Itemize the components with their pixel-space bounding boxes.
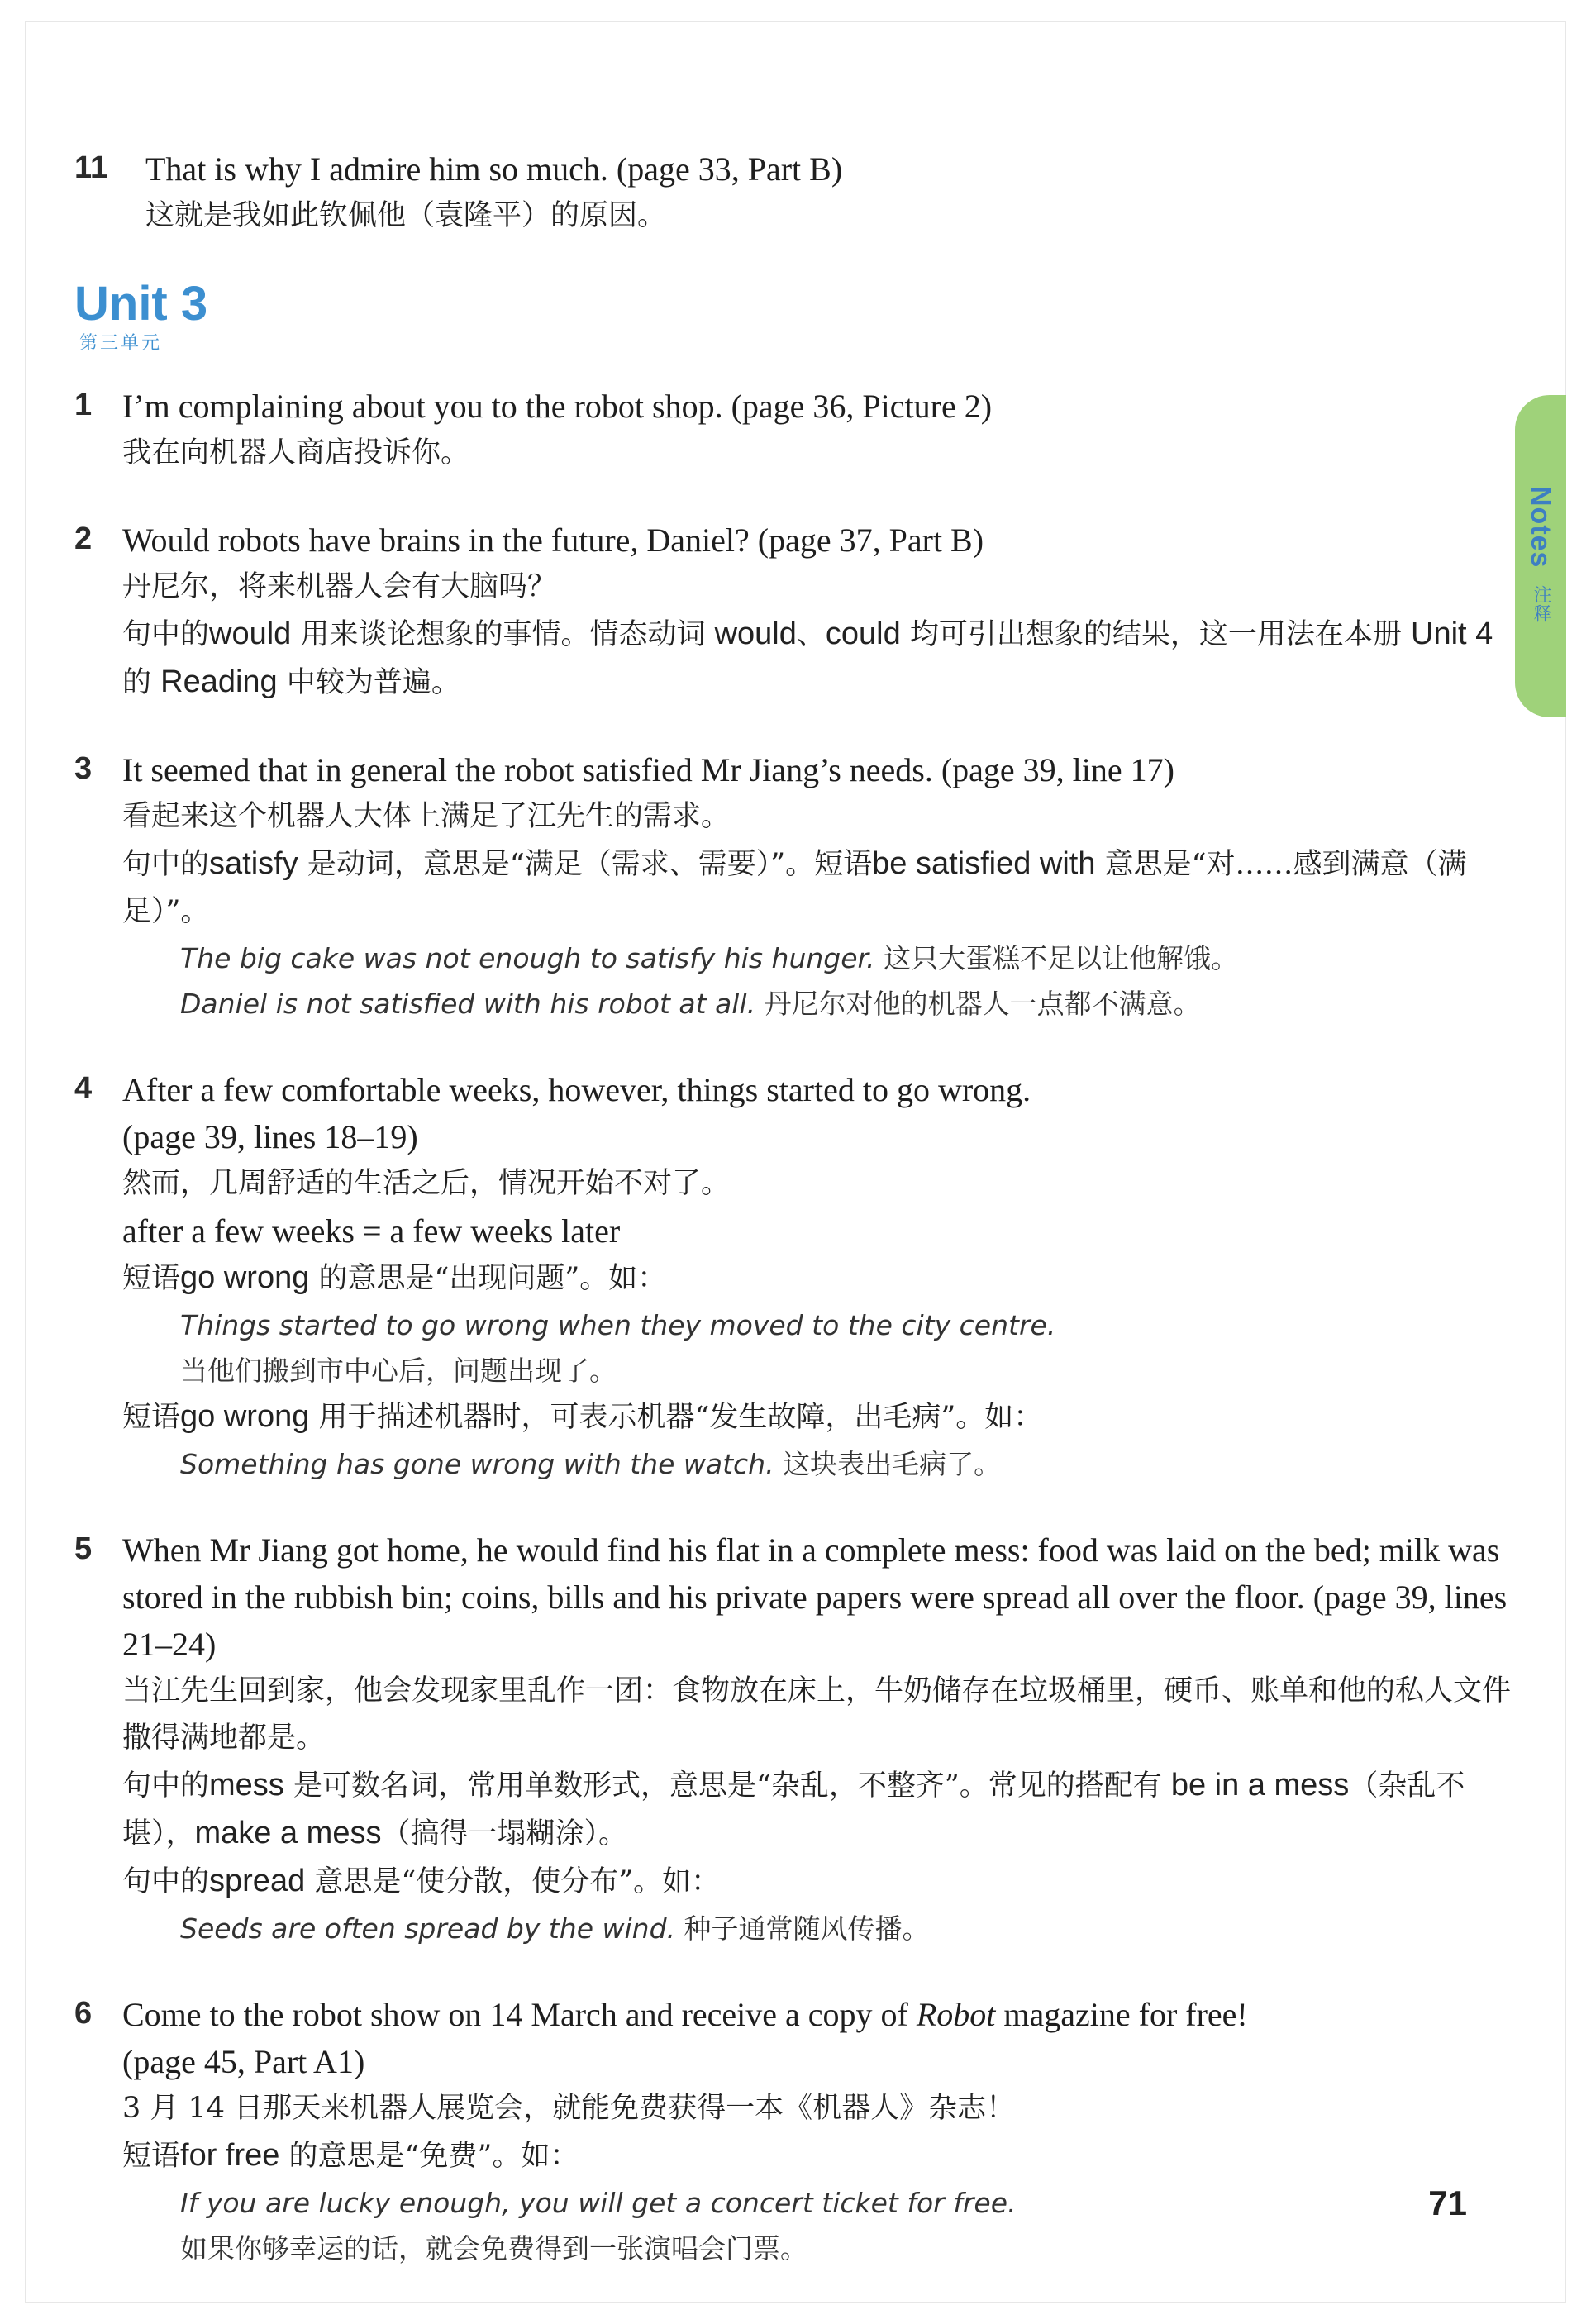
example-chinese-text: 当他们搬到市中心后，问题出现了。	[180, 1355, 617, 1387]
side-tab-label	[1523, 486, 1556, 623]
note-item	[74, 1066, 1512, 1487]
expl-term: go wrong	[180, 1399, 310, 1434]
note-item	[74, 517, 1512, 707]
expl-text: 的意思是“免费”。如：	[279, 2140, 579, 2173]
note-chinese: 然而，几周舒适的生活之后，情况开始不对了。	[122, 1167, 731, 1200]
note-chinese: 当江先生回到家，他会发现家里乱作一团：食物放在床上，牛奶储存在垃圾桶里，硬币、账单和他的私人文件撒得满地都是。	[122, 1674, 1512, 1755]
note-number: 3	[74, 751, 93, 786]
example-chinese	[180, 1348, 1512, 1393]
note-explanation	[122, 841, 1512, 936]
expl-text: 是可数名词，常用单数形式，意思是“杂乱，不整齐”。常见的搭配有	[283, 1769, 1171, 1803]
expl-text: 用来谈论想象的事情。情态动词	[291, 618, 715, 651]
example-english: Daniel is not satisfied with his robot at all.	[180, 988, 756, 1020]
expl-text: 的意思是“出现问题”。如：	[309, 1262, 667, 1295]
expl-term: could	[825, 617, 901, 651]
note-number: 2	[74, 521, 93, 556]
expl-text: 用于描述机器时，可表示机器“发生故障，出毛病”。如：	[309, 1401, 1043, 1434]
note-number: 1	[74, 388, 93, 422]
note-explanation	[122, 2132, 1512, 2180]
notes-side-tab	[1515, 395, 1566, 717]
note-reference: (page 39, lines 18–19)	[122, 1118, 418, 1155]
example-chinese: 种子通常随风传播。	[684, 1912, 930, 1945]
note-item	[74, 145, 1512, 240]
example-english: If you are lucky enough, you will get a concert ticket for free.	[180, 2187, 1017, 2219]
example-chinese	[180, 2226, 1512, 2271]
note-chinese: 3 月 14 日那天来机器人展览会，就能免费获得一本《机器人》杂志！	[122, 2092, 1016, 2125]
example-sentence	[180, 936, 1512, 981]
note-item	[74, 1991, 1512, 2271]
note-english: That is why I admire him so much. (page 33, Part B)	[145, 150, 843, 188]
note-number: 6	[74, 1996, 93, 2031]
expl-term: mess	[209, 1768, 284, 1803]
expl-text: （杂乱不堪），	[122, 1769, 1465, 1850]
english-text: magazine for free!	[995, 1996, 1248, 2033]
expl-text: 句中的	[122, 1865, 210, 1898]
note-english: After a few comfortable weeks, however, things started to go wrong.	[122, 1071, 1031, 1108]
note-number: 5	[74, 1531, 93, 1566]
example-english: Seeds are often spread by the wind.	[180, 1912, 676, 1945]
example-chinese-text: 如果你够幸运的话，就会免费得到一张演唱会门票。	[180, 2232, 807, 2264]
expl-text: 短语	[122, 2140, 181, 2173]
expl-text: 短语	[122, 1401, 181, 1434]
example-sentence	[180, 1441, 1512, 1487]
expl-term: be in a mess	[1170, 1768, 1350, 1803]
expl-term: Reading	[160, 664, 278, 699]
expl-text: 中较为普遍。	[277, 666, 460, 699]
expl-text: 句中的	[122, 1769, 210, 1803]
example-chinese: 这块表出毛病了。	[783, 1448, 1002, 1480]
unit-subtitle: 第三单元	[79, 333, 163, 354]
note-explanation	[122, 1255, 1512, 1302]
example-sentence	[180, 1906, 1512, 1951]
note-explanation	[122, 1762, 1512, 1858]
note-item	[74, 383, 1512, 477]
expl-term: would	[714, 617, 797, 651]
expl-term: spread	[209, 1864, 306, 1898]
expl-text: 意思是“对……感到满意（满足）”。	[122, 848, 1467, 928]
example-english: Something has gone wrong with the watch.	[180, 1448, 774, 1480]
expl-text: 句中的	[122, 848, 210, 881]
expl-text: 意思是“使分散，使分布”。如：	[305, 1865, 721, 1898]
note-english: I’m complaining about you to the robot shop. (page 36, Picture 2)	[122, 388, 993, 425]
page-number: 71	[1428, 2184, 1467, 2222]
expl-text: （搞得一塌糊涂）。	[381, 1817, 627, 1850]
note-item	[74, 1526, 1512, 1951]
expl-term: make a mess	[194, 1816, 382, 1850]
note-reference: (page 45, Part A1)	[122, 2043, 365, 2080]
side-tab-title: Notes	[1525, 486, 1556, 569]
expl-text: 句中的	[122, 618, 210, 651]
note-chinese: 我在向机器人商店投诉你。	[122, 436, 470, 469]
english-text: Come to the robot show on 14 March and receive a copy of	[122, 1996, 917, 2033]
note-english: Would robots have brains in the future, Daniel? (page 37, Part B)	[122, 521, 984, 559]
expl-text: 、	[796, 618, 826, 651]
expl-term: would	[209, 617, 292, 651]
example-english: Things started to go wrong when they moved to the city centre.	[180, 1309, 1056, 1341]
example-chinese: 丹尼尔对他的机器人一点都不满意。	[764, 988, 1201, 1020]
note-item	[74, 746, 1512, 1026]
notes-content	[74, 145, 1512, 2311]
expl-text: 短语	[122, 1262, 181, 1295]
expl-term: satisfy	[209, 846, 298, 881]
note-chinese: 这就是我如此钦佩他（袁隆平）的原因。	[145, 199, 667, 232]
note-number: 11	[74, 150, 108, 185]
note-number: 4	[74, 1071, 93, 1106]
page	[25, 21, 1566, 2303]
example-sentence	[180, 981, 1512, 1026]
example-chinese: 这只大蛋糕不足以让他解饿。	[884, 942, 1239, 974]
expl-term: be satisfied with	[872, 846, 1096, 881]
expl-term: Unit 4	[1411, 617, 1493, 651]
note-explanation	[122, 1858, 1512, 1906]
magazine-title: Robot	[916, 1996, 996, 2033]
expl-text: 的	[122, 666, 161, 699]
unit-title: Unit 3	[74, 277, 208, 331]
note-explanation	[122, 611, 1512, 707]
example-english: The big cake was not enough to satisfy his hunger.	[180, 942, 875, 974]
expl-term: for free	[180, 2138, 280, 2173]
side-tab-subtitle: 注释	[1531, 584, 1551, 623]
note-english: When Mr Jiang got home, he would find his flat in a complete mess: food was laid on the bed; milk was stored in the rubbish bin; coins, bills and his private papers were spread all over the floor. (page 39, lines 21–24)	[122, 1531, 1508, 1663]
note-explanation	[122, 1393, 1512, 1441]
note-english	[122, 1991, 1512, 2038]
unit-heading	[74, 279, 1512, 355]
note-chinese: 看起来这个机器人大体上满足了江先生的需求。	[122, 800, 731, 833]
expl-text: 是动词，意思是“满足（需求、需要）”。短语	[298, 848, 873, 881]
note-chinese: 丹尼尔，将来机器人会有大脑吗？	[122, 570, 557, 603]
note-english: It seemed that in general the robot satisfied Mr Jiang’s needs. (page 39, line 17)	[122, 751, 1174, 788]
expl-text: 均可引出想象的结果，这一用法在本册	[900, 618, 1411, 651]
note-equation: after a few weeks = a few weeks later	[122, 1212, 621, 1250]
expl-term: go wrong	[180, 1260, 310, 1295]
